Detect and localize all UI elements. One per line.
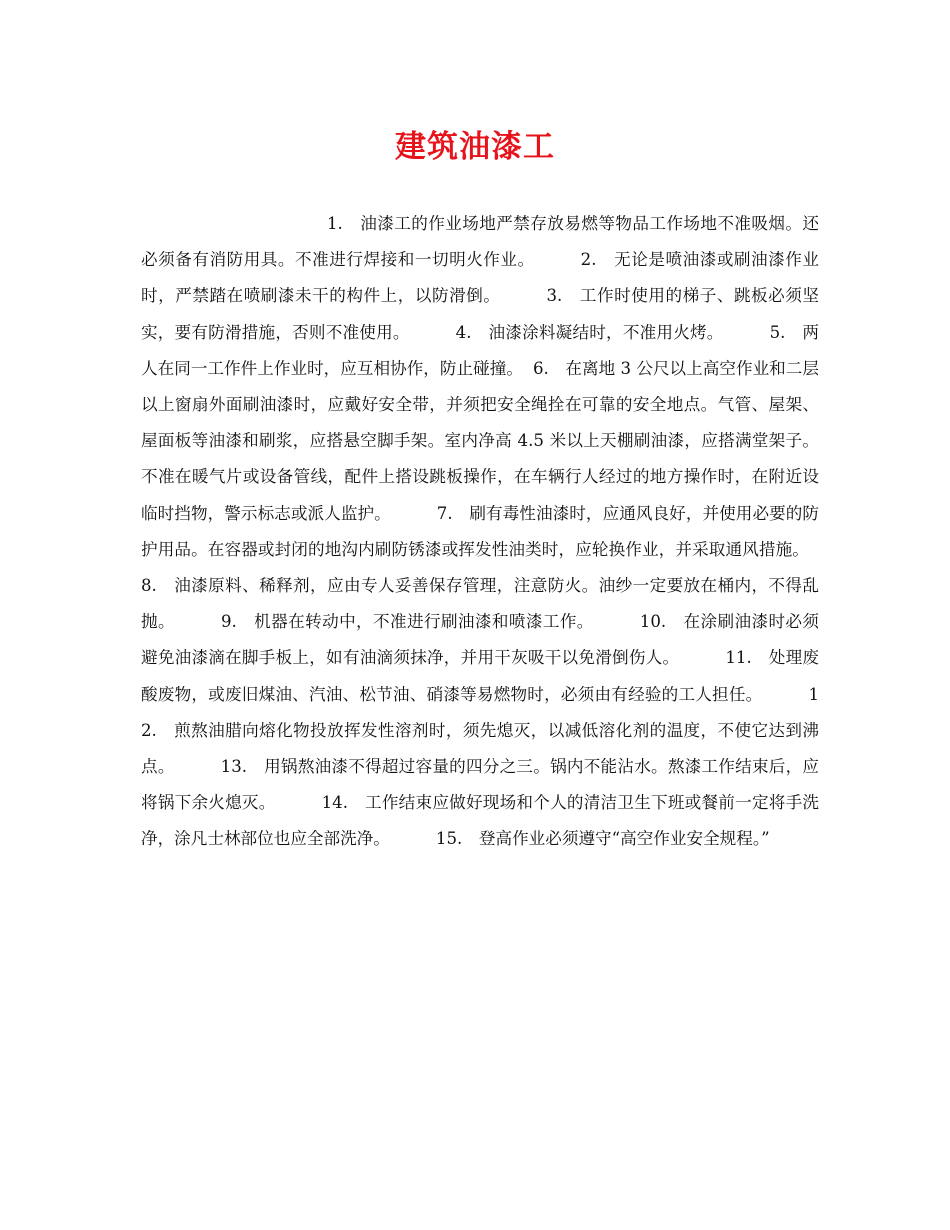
rule-item-11: 11. 处理废酸废物，或废旧煤油、汽油、松节油、硝漆等易燃物时，必须由有经验的工人担任。 (141, 648, 820, 704)
rule-item-1: 1. 油漆工的作业场地严禁存放易燃等物品工作场地不准吸烟。还必须备有消防用具。不准进行焊接和一切明火作业。 (141, 214, 819, 270)
rule-item-2: 2. 无论是喷油漆或刷油漆作业时，严禁踏在喷刷漆未干的构件上，以防滑倒。 (141, 250, 819, 306)
rule-item-15: 15. 登高作业必须遵守“高空作业安全规程。” (435, 829, 770, 849)
rule-item-6: 6. 在离地 3 公尺以上高空作业和二层以上窗扇外面刷油漆时，应戴好安全带，并须把安全绳拴在可靠的安全地点。气管、屋架、屋面板等油漆和刷浆，应搭悬空脚手架。室内净高 4.5 米以上天棚刷油漆，应搭满堂架子。不准在暖气片或设备管线，配件上搭设跳板操作，在车辆行人经过的地方操作时，在附近设临时挡物，警示标志或派人监护。 (141, 358, 819, 523)
document-title: 建筑油漆工 (395, 129, 555, 165)
rule-item-10: 10. 在涂刷油漆时必须避免油漆滴在脚手板上，如有油滴须抹净，并用干灰吸干以免滑倒伤人。 (141, 612, 819, 668)
rule-item-3: 3. 工作时使用的梯子、跳板必须坚实，要有防滑措施，否则不准使用。 (141, 286, 820, 342)
rule-item-12: 12. 煎熬油腊向熔化物投放挥发性溶剂时，须先熄灭，以减低溶化剂的温度，不使它达到沸点。 (141, 684, 819, 777)
rule-item-13: 13. 用锅熬油漆不得超过容量的四分之三。锅内不能沾水。熬漆工作结束后，应将锅下余火熄灭。 (141, 757, 820, 813)
document-body (141, 206, 819, 858)
rule-item-9: 9. 机器在转动中，不准进行刷油漆和喷漆工作。 (220, 612, 594, 632)
rule-item-7: 7. 刷有毒性油漆时，应通风良好，并使用必要的防护用品。在容器或封闭的地沟内刷防锈漆或挥发性油类时，应轮换作业，并采取通风措施。 (141, 503, 819, 559)
rule-item-14: 14. 工作结束应做好现场和个人的清洁卫生下班或餐前一定将手洗净，涂凡士林部位也应全部洗净。 (141, 793, 820, 849)
rule-item-8: 8. 油漆原料、稀释剂，应由专人妥善保存管理，注意防火。油纱一定要放在桶内，不得乱抛。 (141, 576, 819, 632)
rule-item-5: 5. 两人在同一工作件上作业时，应互相协作，防止碰撞。 (141, 322, 819, 378)
rule-item-4: 4. 油漆涂料凝结时，不准用火烤。 (455, 322, 724, 342)
